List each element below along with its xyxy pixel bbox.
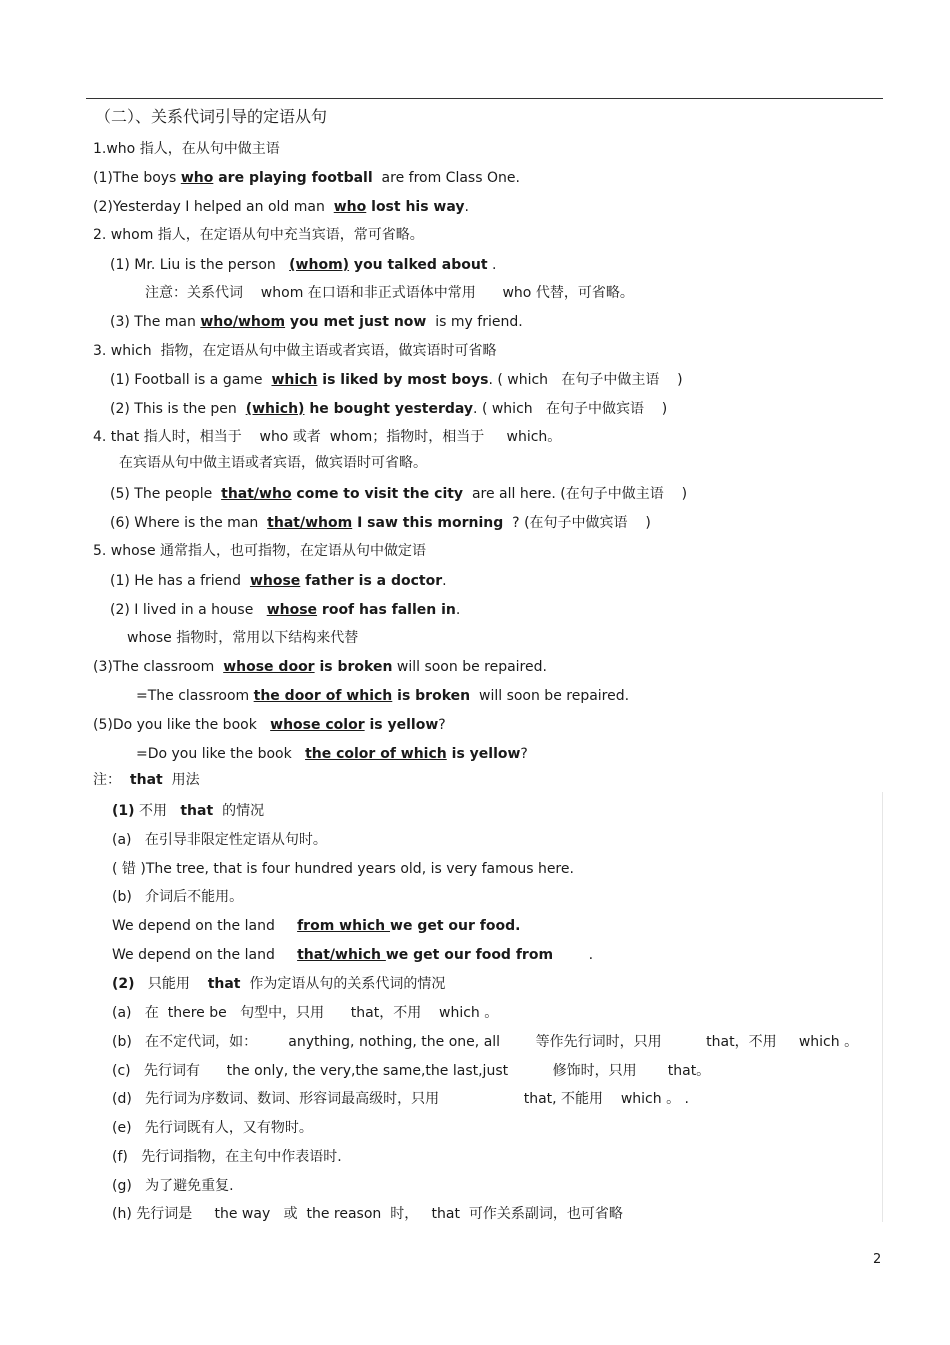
line-text: ? (在句子中做宾语 ): [503, 515, 651, 531]
line-text: whose 指物时，常用以下结构来代替: [127, 630, 359, 646]
line-text: (b) 介词后不能用。: [112, 889, 244, 905]
line-text: =The classroom: [136, 688, 254, 704]
relative-word: that/which: [297, 947, 386, 963]
relative-word: the door of which: [253, 688, 393, 704]
text-line: [110, 371, 683, 389]
line-text: (1) Football is a game: [110, 372, 272, 388]
text-line: [112, 1033, 858, 1051]
line-text: (1)The boys: [93, 170, 181, 186]
line-text: 的情况: [213, 803, 265, 819]
text-line: [136, 745, 528, 763]
text-line: [110, 514, 651, 532]
line-text: (2) This is the pen: [110, 401, 246, 417]
line-text: . ( which 在句子中做主语 ): [488, 372, 683, 388]
text-line: [93, 428, 561, 446]
clause-text: that: [207, 976, 241, 992]
text-line: [112, 917, 520, 935]
line-text: 2. whom 指人，在定语从句中充当宾语，常可省略。: [93, 227, 424, 243]
relative-word: which: [271, 372, 318, 388]
line-text: (2)Yesterday I helped an old man: [93, 199, 334, 215]
line-text: (3) The man: [110, 314, 201, 330]
text-line: [112, 975, 445, 993]
clause-text: is broken: [392, 688, 471, 704]
relative-word: who: [180, 170, 214, 186]
line-text: (3)The classroom: [93, 659, 224, 675]
line-text: (e) 先行词既有人，又有物时。: [112, 1120, 313, 1136]
line-text: (a) 在 there be 句型中，只用 that，不用 which 。: [112, 1005, 499, 1021]
text-line: [110, 572, 447, 590]
line-text: 1.who 指人，在从句中做主语: [93, 141, 280, 157]
line-text: (a) 在引导非限定性定语从句时。: [112, 832, 327, 848]
line-text: 只能用: [134, 976, 208, 992]
text-line: [93, 658, 547, 676]
line-text: (g) 为了避免重复.: [112, 1178, 234, 1194]
relative-word: whose door: [223, 659, 315, 675]
line-text: (f) 先行词指物，在主句中作表语时.: [112, 1149, 342, 1165]
relative-word: whose: [249, 573, 301, 589]
clause-text: is broken: [314, 659, 393, 675]
text-line: [110, 485, 687, 503]
relative-word: that/who: [221, 486, 292, 502]
text-line: [112, 1148, 342, 1166]
text-line: [93, 771, 200, 789]
clause-text: we get our food.: [390, 918, 521, 934]
clause-text: is liked by most boys: [317, 372, 489, 388]
section-heading: （二）、关系代词引导的定语从句: [95, 107, 328, 126]
clause-text: roof has fallen in: [317, 602, 456, 618]
text-line: [110, 256, 496, 274]
line-text: 不用: [134, 803, 181, 819]
relative-word: whose: [266, 602, 318, 618]
line-text: will soon be repaired.: [470, 688, 630, 704]
line-text: (c) 先行词有 the only, the very,the same,the last,just 修饰时，只用 that。: [112, 1063, 711, 1079]
line-text: (6) Where is the man: [110, 515, 268, 531]
line-text: . ( which 在句子中做宾语 ): [473, 401, 668, 417]
line-text: .: [442, 573, 447, 589]
line-text: (1) Mr. Liu is the person: [110, 257, 290, 273]
text-line: [93, 169, 520, 187]
text-line: [110, 313, 523, 331]
clause-text: I saw this morning: [352, 515, 504, 531]
text-line: [119, 454, 427, 472]
clause-text: are playing football: [213, 170, 373, 186]
text-line: [112, 1119, 313, 1137]
line-text: are all here. (在句子中做主语 ): [463, 486, 688, 502]
text-line: [93, 716, 446, 734]
text-line: [112, 1090, 689, 1108]
line-text: .: [487, 257, 497, 273]
relative-word: who: [333, 199, 367, 215]
text-line: [93, 342, 497, 360]
clause-text: is yellow: [446, 746, 521, 762]
text-line: [112, 1062, 710, 1080]
text-line: [112, 1004, 498, 1022]
text-line: [145, 284, 634, 302]
relative-word: (whom): [289, 257, 350, 273]
line-text: are from Class One.: [372, 170, 520, 186]
line-text: (5) The people: [110, 486, 222, 502]
relative-word: who/whom: [200, 314, 286, 330]
line-text: =Do you like the book: [136, 746, 306, 762]
clause-text: father is a doctor: [300, 573, 443, 589]
line-text: (2) I lived in a house: [110, 602, 267, 618]
line-text: We depend on the land: [112, 947, 298, 963]
line-text: 注：: [93, 772, 130, 788]
clause-text: that: [180, 803, 214, 819]
text-line: [112, 1177, 234, 1195]
line-text: ?: [438, 717, 446, 733]
relative-word: (which): [245, 401, 305, 417]
text-line: [112, 946, 593, 964]
line-text: .: [464, 199, 469, 215]
text-line: [136, 687, 629, 705]
page-number: 2: [873, 1252, 882, 1267]
clause-text: that: [129, 772, 163, 788]
line-text: ?: [520, 746, 528, 762]
clause-text: is yellow: [364, 717, 439, 733]
clause-text: (2): [112, 976, 135, 992]
text-line: [110, 400, 667, 418]
clause-text: we get our food from: [385, 947, 554, 963]
line-text: .: [455, 602, 461, 618]
line-text: 3. which 指物，在定语从句中做主语或者宾语，做宾语时可省略: [93, 343, 497, 359]
text-line: [93, 198, 469, 216]
relative-word: whose color: [270, 717, 365, 733]
header-rule: [86, 98, 883, 99]
relative-word: the color of which: [305, 746, 447, 762]
text-line: [112, 1205, 623, 1223]
line-text: 用法: [162, 772, 200, 788]
line-text: (1) He has a friend: [110, 573, 250, 589]
line-text: 4. that 指人时，相当于 who 或者 whom；指物时，相当于 which。: [93, 429, 562, 445]
line-text: (d) 先行词为序数词、数词、形容词最高级时，只用 that, 不能用 which 。 .: [112, 1091, 689, 1107]
clause-text: lost his way: [366, 199, 465, 215]
text-line: [110, 601, 460, 619]
relative-word: from which: [297, 918, 391, 934]
text-line: [112, 888, 243, 906]
line-text: (b) 在不定代词，如： anything, nothing, the one, all 等作先行词时，只用 that，不用 which 。: [112, 1034, 859, 1050]
relative-word: that/whom: [267, 515, 353, 531]
clause-text: you met just now: [285, 314, 427, 330]
clause-text: you talked about: [349, 257, 488, 273]
line-text: ( 错 )The tree, that is four hundred years old, is very famous here.: [112, 861, 574, 877]
text-line: [93, 140, 280, 158]
line-text: 在宾语从句中做主语或者宾语，做宾语时可省略。: [119, 455, 427, 471]
line-text: (5)Do you like the book: [93, 717, 271, 733]
line-text: 注意：关系代词 whom 在口语和非正式语体中常用 who 代替，可省略。: [145, 285, 634, 301]
clause-text: come to visit the city: [291, 486, 464, 502]
line-text: (h) 先行词是 the way 或 the reason 时， that 可作关系副词，也可省略: [112, 1206, 623, 1222]
clause-text: (1): [112, 803, 135, 819]
text-line: [93, 226, 424, 244]
text-line: [93, 542, 426, 560]
text-line: [127, 629, 358, 647]
text-line: [112, 802, 264, 820]
line-text: will soon be repaired.: [392, 659, 547, 675]
line-text: 5. whose 通常指人，也可指物，在定语从句中做定语: [93, 543, 427, 559]
line-text: .: [553, 947, 594, 963]
text-line: [112, 860, 574, 878]
text-line: [112, 831, 327, 849]
line-text: We depend on the land: [112, 918, 298, 934]
clause-text: he bought yesterday: [304, 401, 474, 417]
line-text: 作为定语从句的关系代词的情况: [240, 976, 446, 992]
line-text: is my friend.: [426, 314, 523, 330]
